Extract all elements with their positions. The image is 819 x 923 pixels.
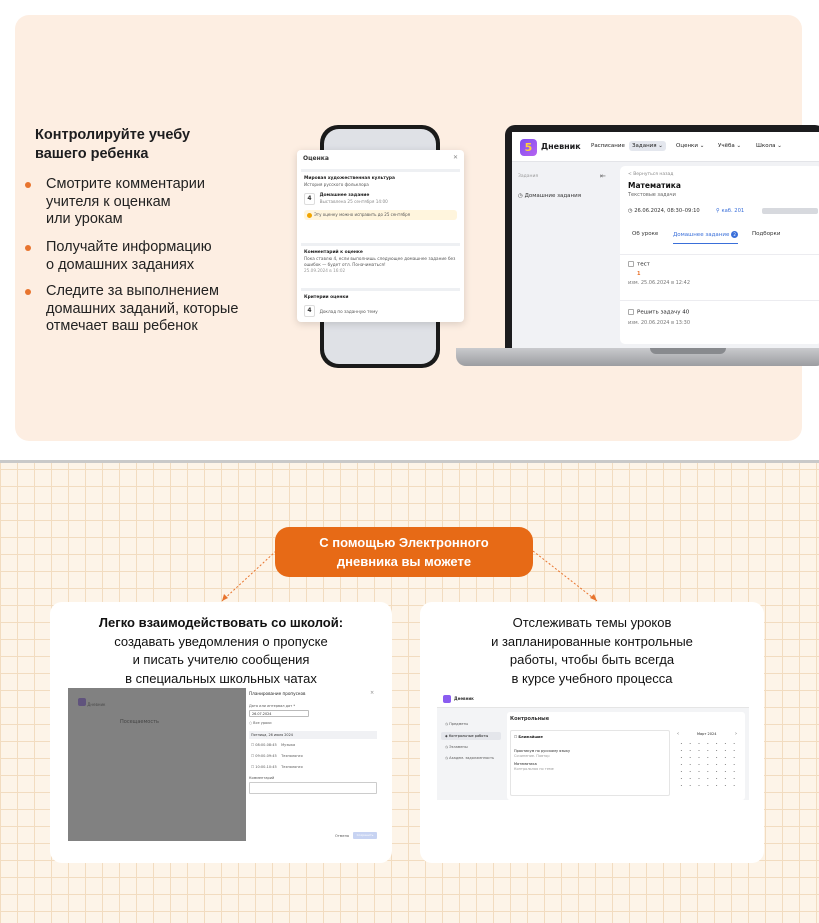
shot2-brand: Дневник (454, 696, 474, 701)
criteria-grade: 4 (304, 305, 315, 317)
capabilities-bubble: С помощью Электронного дневника вы можете (275, 527, 533, 577)
close-icon[interactable]: × (370, 690, 375, 696)
all-lessons-toggle[interactable]: ○ Все уроки (249, 721, 272, 725)
test-item[interactable]: Математика (514, 762, 537, 766)
chevron-left-icon[interactable]: ‹ (677, 731, 679, 737)
shot2-topbar (437, 690, 749, 708)
shot2-title: Контрольные (510, 716, 550, 722)
subject-title: Математика (628, 181, 681, 190)
subject-topic: Текстовые задачи (628, 192, 676, 198)
app-brand: Дневник (541, 142, 581, 151)
clock-icon: ◷ (628, 208, 633, 214)
task-date: изм. 25.06.2024 в 12:42 (628, 279, 691, 286)
nav-school[interactable]: Школа ⌄ (756, 143, 782, 149)
comment-text: Пока ставлю 4, если выполнишь следующее домашнее задание без ошибок — будет отл. Поначиматься! (304, 256, 456, 267)
chevron-right-icon[interactable]: › (735, 731, 737, 737)
test-item[interactable]: Практикум по русскому языку (514, 749, 571, 753)
panel-left-text (50, 614, 392, 688)
lesson-row[interactable]: ☐ 08:00-08:45 Музыка (251, 743, 296, 747)
nav-tasks[interactable]: Задания ⌄ (629, 141, 666, 151)
nav-study[interactable]: Учёба ⌄ (718, 143, 742, 149)
date-input[interactable]: 26.07.2024 (249, 710, 309, 717)
calendar-days[interactable] (677, 740, 739, 790)
absence-screenshot (68, 688, 382, 841)
bullet-text: Смотрите комментарии учителя к оценкам или урокам (46, 176, 205, 227)
modal-backdrop (68, 688, 246, 841)
date-label: Дата или интервал дат * (249, 704, 296, 708)
modal-title: Оценка (303, 155, 329, 162)
nav-grades[interactable]: Оценки ⌄ (676, 143, 705, 149)
sidebar-item-active[interactable]: ◈ Контрольные работы (441, 732, 501, 740)
app-logo: 5 (520, 139, 537, 156)
bullet-text: Следите за выполнением домашних заданий, которые отмечает ваш ребенок (46, 283, 239, 334)
tab-badge: 2 (731, 231, 738, 238)
grade-type: Домашнее задание (319, 193, 370, 198)
sidebar-item[interactable]: ◷ Предметы (445, 722, 469, 726)
sidebar-title: Задания (518, 174, 539, 179)
shot2-sidebar (437, 708, 503, 800)
criteria-title: Критерии оценки (304, 295, 349, 300)
test-item-sub: Контрольная по теме (514, 767, 554, 771)
calendar-month: Март 2024 (697, 732, 717, 736)
day-header: Пятница, 26 июля 2024 (249, 731, 377, 739)
cancel-button[interactable]: Отмена (335, 834, 350, 838)
test-item-sub: Сочинение. Повтор (514, 754, 550, 758)
arrow-left-head (222, 594, 228, 601)
sidebar-item[interactable]: ◷ Академ. задолженность (445, 756, 495, 760)
sidebar-item-homework[interactable]: ◷ Домашние задания (518, 193, 582, 199)
collapse-icon[interactable]: ⇤ (600, 172, 606, 180)
tab-homework[interactable]: Домашнее задание 2 (673, 231, 738, 244)
save-button[interactable]: Сохранить (353, 832, 377, 839)
app-logo (443, 695, 451, 703)
section-title: Контролируйте учебу вашего ребенка (35, 127, 191, 162)
arrow-right (533, 551, 597, 601)
tests-screenshot (437, 690, 749, 800)
nav-schedule[interactable]: Расписание (591, 143, 625, 149)
grade-date: Выставлена 25 сентября 14:00 (319, 199, 388, 204)
task-item[interactable]: тест 1 изм. 25.06.2024 в 12:42 (620, 254, 819, 298)
comment-date: 25.09.2024 в 16:02 (304, 268, 346, 273)
panel-right-text: Отслеживать темы уроков и запланированные контрольные работы, чтобы быть всегда в курсе учебного процесса (491, 615, 693, 686)
lesson-row[interactable]: ☐ 09:00-09:45 Технология (251, 754, 303, 758)
grade-value: 4 (304, 193, 315, 205)
fix-warning: Эту оценку можно исправить до 25 сентября (304, 210, 457, 220)
panel-left-body: создавать уведомления о пропуске и писать учителю сообщения в специальных школьных чатах (114, 633, 328, 686)
upcoming-card (510, 730, 670, 796)
shot1-modal-title: Планирование пропусков (249, 691, 306, 696)
close-icon[interactable]: ✕ (452, 154, 458, 161)
shot2-main (507, 712, 745, 800)
location-icon: ⚲ (716, 208, 720, 214)
calendar (675, 730, 741, 796)
task-date: изм. 20.06.2024 в 13:30 (628, 319, 691, 326)
comment-input[interactable] (249, 782, 377, 794)
comment-label: Комментарий (249, 776, 275, 780)
lesson-row[interactable]: ☐ 10:00-10:45 Технология (251, 765, 303, 769)
lesson-room[interactable]: ⚲ каб. 201 (716, 208, 745, 214)
task-item[interactable]: Решить задачу 40 изм. 20.06.2024 в 13:30 (620, 300, 819, 344)
lesson-time: ◷ 26.06.2024, 08:30–09:10 (628, 208, 700, 214)
panel-left-title: Легко взаимодействовать со школой: (98, 615, 344, 630)
upcoming-title: ☐ Ближайшие (514, 735, 543, 739)
criteria-text: Доклад по заданную тему (319, 308, 378, 314)
arrow-left (222, 551, 276, 601)
arrow-right-head (590, 594, 597, 601)
tab-collections[interactable]: Подборки (752, 231, 781, 237)
back-link[interactable]: < Вернуться назад (628, 172, 674, 177)
task-badge: 1 (637, 270, 641, 277)
tab-about[interactable]: Об уроке (632, 231, 659, 237)
subject-topic: История русского фольклора (304, 182, 369, 187)
subject-name: Мировая художественная культура (304, 176, 395, 181)
bullet-text: Получайте информацию о домашних заданиях (46, 239, 212, 273)
comment-title: Комментарий к оценке (304, 250, 363, 255)
sidebar-item[interactable]: ◷ Экзамены (445, 745, 468, 749)
clock-icon: ◷ (518, 193, 523, 199)
